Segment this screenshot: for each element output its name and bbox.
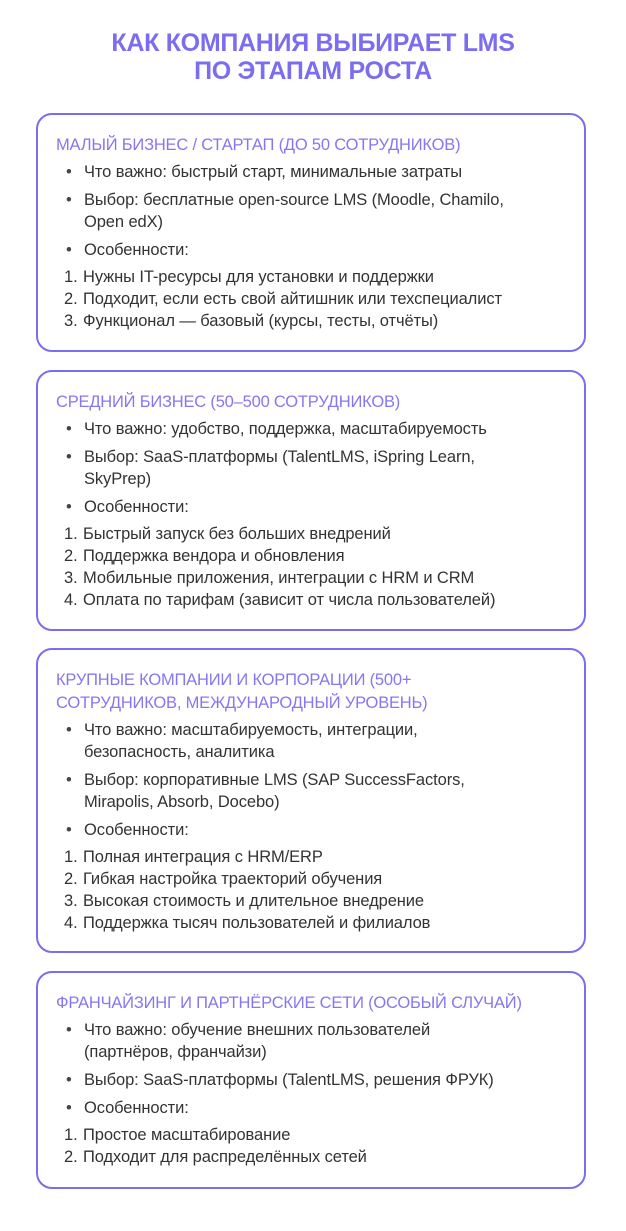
bullet-line: • Выбор: SaaS-платформы (TalentLMS, решения ФРУК) bbox=[84, 1071, 494, 1089]
features-list bbox=[56, 1124, 584, 1168]
stage-heading bbox=[56, 391, 584, 414]
heading-line: СРЕДНИЙ БИЗНЕС (50–500 СОТРУДНИКОВ) bbox=[56, 393, 401, 411]
feature-item bbox=[56, 846, 584, 868]
bullet-line: (партнёров, франчайзи) bbox=[84, 1043, 267, 1061]
feature-item bbox=[56, 266, 584, 288]
bullet-item bbox=[56, 496, 584, 518]
features-list bbox=[56, 266, 584, 332]
feature-item bbox=[56, 310, 584, 332]
item-text: Поддержка тысяч пользователей и филиалов bbox=[83, 914, 431, 932]
feature-item bbox=[56, 288, 584, 310]
bullet-item bbox=[56, 719, 584, 763]
item-text: Гибкая настройка траекторий обучения bbox=[83, 870, 383, 888]
bullet-item bbox=[56, 1019, 584, 1063]
bullet-item bbox=[56, 446, 584, 490]
stage-heading bbox=[56, 669, 584, 715]
item-text: Мобильные приложения, интеграции с HRM и CRM bbox=[83, 569, 475, 587]
bullet-item bbox=[56, 418, 584, 440]
item-number: 2. bbox=[64, 547, 78, 565]
item-text: Простое масштабирование bbox=[83, 1126, 291, 1144]
bullet-list bbox=[56, 418, 584, 518]
feature-item bbox=[56, 890, 584, 912]
bullet-line: • Особенности: bbox=[84, 241, 189, 259]
bullet-item bbox=[56, 1069, 584, 1091]
bullet-item bbox=[56, 239, 584, 261]
stage-card-franchising bbox=[36, 971, 586, 1189]
item-text: Полная интеграция с HRM/ERP bbox=[83, 848, 323, 866]
bullet-item bbox=[56, 1097, 584, 1119]
bullet-line: • Что важно: быстрый старт, минимальные затраты bbox=[84, 163, 463, 181]
item-text: Функционал — базовый (курсы, тесты, отчёты) bbox=[83, 312, 439, 330]
item-text: Поддержка вендора и обновления bbox=[83, 547, 345, 565]
bullet-line: безопасность, аналитика bbox=[84, 743, 275, 761]
feature-item bbox=[56, 868, 584, 890]
feature-item bbox=[56, 912, 584, 934]
bullet-line: • Что важно: удобство, поддержка, масштабируемость bbox=[84, 420, 487, 438]
title-line: КАК КОМПАНИЯ ВЫБИРАЕТ LMS bbox=[111, 29, 515, 57]
heading-line: СОТРУДНИКОВ, МЕЖДУНАРОДНЫЙ УРОВЕНЬ) bbox=[56, 694, 428, 712]
heading-line: МАЛЫЙ БИЗНЕС / СТАРТАП (ДО 50 СОТРУДНИКОВ) bbox=[56, 136, 461, 154]
features-list bbox=[56, 523, 584, 611]
bullet-list bbox=[56, 719, 584, 841]
feature-item bbox=[56, 589, 584, 611]
item-number: 1. bbox=[64, 1126, 78, 1144]
bullet-line: • Что важно: масштабируемость, интеграции, bbox=[84, 721, 418, 739]
item-number: 3. bbox=[64, 892, 78, 910]
item-number: 3. bbox=[64, 569, 78, 587]
bullet-line: • Особенности: bbox=[84, 498, 189, 516]
item-number: 4. bbox=[64, 591, 78, 609]
item-number: 1. bbox=[64, 848, 78, 866]
stage-card-enterprise bbox=[36, 648, 586, 953]
heading-line: КРУПНЫЕ КОМПАНИИ И КОРПОРАЦИИ (500+ bbox=[56, 671, 412, 689]
bullet-item bbox=[56, 819, 584, 841]
bullet-line: • Что важно: обучение внешних пользователей bbox=[84, 1021, 431, 1039]
item-text: Нужны IT-ресурсы для установки и поддержки bbox=[83, 268, 434, 286]
title-line: ПО ЭТАПАМ РОСТА bbox=[194, 57, 432, 85]
feature-item bbox=[56, 1124, 584, 1146]
bullet-line: SkyPrep) bbox=[84, 470, 152, 488]
bullet-item bbox=[56, 769, 584, 813]
bullet-line: Mirapolis, Absorb, Docebo) bbox=[84, 793, 280, 811]
features-list bbox=[56, 846, 584, 934]
stage-card-small-business bbox=[36, 113, 586, 352]
bullet-line: • Выбор: бесплатные open-source LMS (Moodle, Chamilo, bbox=[84, 191, 504, 209]
item-number: 3. bbox=[64, 312, 78, 330]
page-title bbox=[0, 29, 626, 85]
feature-item bbox=[56, 567, 584, 589]
feature-item bbox=[56, 1146, 584, 1168]
item-number: 4. bbox=[64, 914, 78, 932]
bullet-line: • Особенности: bbox=[84, 821, 189, 839]
bullet-list bbox=[56, 1019, 584, 1119]
item-text: Подходит для распределённых сетей bbox=[83, 1148, 367, 1166]
item-number: 1. bbox=[64, 268, 78, 286]
item-number: 1. bbox=[64, 525, 78, 543]
bullet-list bbox=[56, 161, 584, 261]
item-number: 2. bbox=[64, 290, 78, 308]
bullet-line: Open edX) bbox=[84, 213, 163, 231]
item-text: Подходит, если есть свой айтишник или техспециалист bbox=[83, 290, 502, 308]
feature-item bbox=[56, 545, 584, 567]
bullet-line: • Особенности: bbox=[84, 1099, 189, 1117]
bullet-line: • Выбор: SaaS-платформы (TalentLMS, iSpring Learn, bbox=[84, 448, 475, 466]
feature-item bbox=[56, 523, 584, 545]
bullet-item bbox=[56, 161, 584, 183]
bullet-line: • Выбор: корпоративные LMS (SAP SuccessFactors, bbox=[84, 771, 465, 789]
item-number: 2. bbox=[64, 1148, 78, 1166]
bullet-item bbox=[56, 189, 584, 233]
item-text: Быстрый запуск без больших внедрений bbox=[83, 525, 391, 543]
stage-heading bbox=[56, 992, 584, 1015]
item-number: 2. bbox=[64, 870, 78, 888]
stage-card-medium-business bbox=[36, 370, 586, 631]
item-text: Оплата по тарифам (зависит от числа пользователей) bbox=[83, 591, 496, 609]
stage-heading bbox=[56, 134, 584, 157]
heading-line: ФРАНЧАЙЗИНГ И ПАРТНЁРСКИЕ СЕТИ (ОСОБЫЙ СЛУЧАЙ) bbox=[56, 994, 522, 1012]
item-text: Высокая стоимость и длительное внедрение bbox=[83, 892, 425, 910]
